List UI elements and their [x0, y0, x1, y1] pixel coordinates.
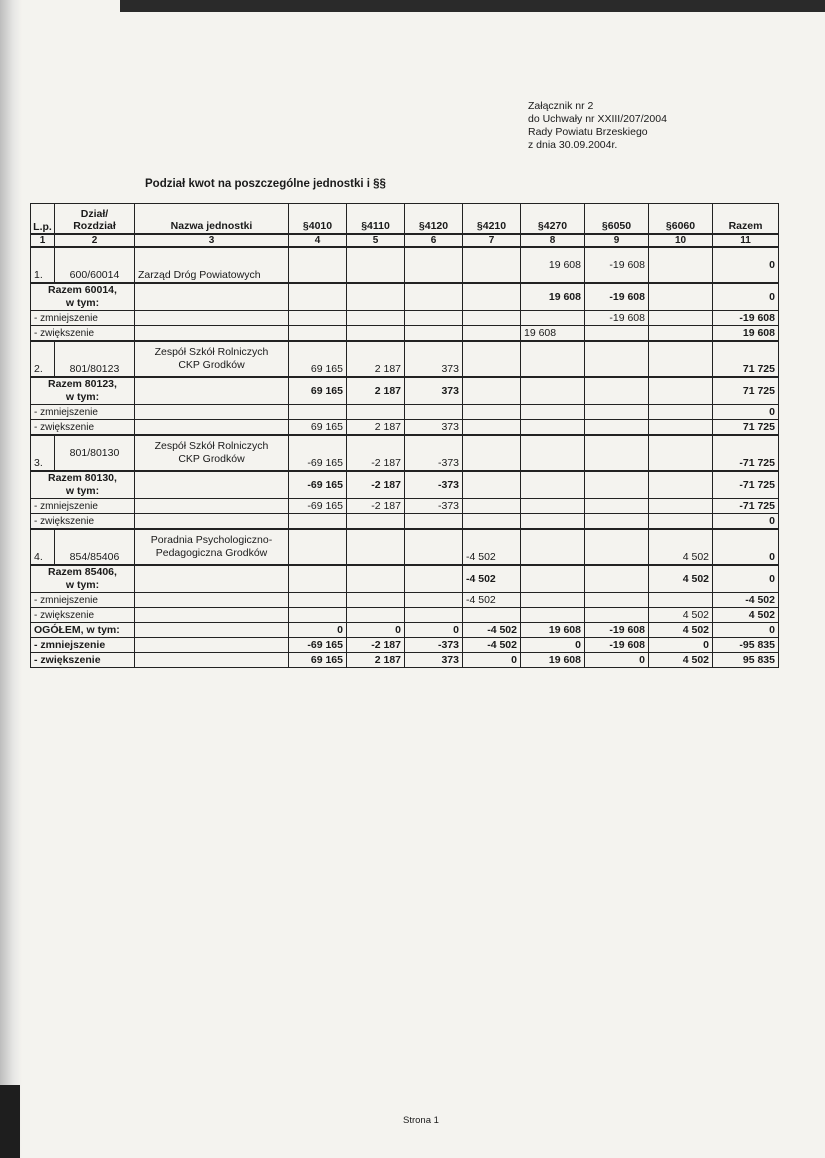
cell-p4270 [521, 565, 585, 593]
cell-p4010 [289, 608, 347, 623]
column-index: 4 [289, 234, 347, 247]
cell-p4110 [347, 608, 405, 623]
cell-p6060: 4 502 [649, 653, 713, 668]
cell-p4210 [463, 499, 521, 514]
cell-razem: 0 [713, 283, 779, 311]
header-p6050: §6050 [585, 204, 649, 235]
annex-line: do Uchwały nr XXIII/207/2004 [528, 113, 667, 125]
cell-p4210 [463, 608, 521, 623]
header-p4210: §4210 [463, 204, 521, 235]
cell-p6060 [649, 499, 713, 514]
cell-nazwa [135, 435, 289, 471]
cell-p4270: 19 608 [521, 247, 585, 283]
cell-p4210: -4 502 [463, 638, 521, 653]
cell-razem: 71 725 [713, 377, 779, 405]
cell-p4110 [347, 529, 405, 565]
cell-p4120 [405, 405, 463, 420]
cell-p4110: 2 187 [347, 653, 405, 668]
cell-p4010 [289, 311, 347, 326]
cell-nazwa [135, 514, 289, 530]
cell-label: - zwiększenie [31, 326, 135, 342]
cell-label [31, 283, 135, 311]
subtotal-label: Razem 85406, [48, 566, 117, 578]
cell-p4210 [463, 283, 521, 311]
allocation-table [30, 203, 779, 668]
cell-p4270 [521, 311, 585, 326]
subtotal-label: Razem 80130, [48, 472, 117, 484]
document-title: Podział kwot na poszczególne jednostki i §§ [145, 178, 386, 190]
cell-label: - zwiększenie [31, 653, 135, 668]
cell-p6060: 4 502 [649, 623, 713, 638]
table-row [31, 377, 779, 405]
scan-left-edge [0, 0, 22, 1158]
cell-label: - zwiększenie [31, 514, 135, 530]
cell-p6050: -19 608 [585, 283, 649, 311]
annex-line: Załącznik nr 2 [528, 100, 594, 112]
cell-p4270 [521, 435, 585, 471]
cell-p4010 [289, 565, 347, 593]
table-row [31, 608, 779, 623]
cell-p6060 [649, 471, 713, 499]
cell-lp: 1. [31, 247, 55, 283]
column-index: 11 [713, 234, 779, 247]
cell-p6050 [585, 499, 649, 514]
unit-name-line: Pedagogiczna Grodków [155, 547, 268, 559]
cell-p4110 [347, 311, 405, 326]
table-row [31, 529, 779, 565]
cell-p4010: 0 [289, 623, 347, 638]
cell-p4120 [405, 283, 463, 311]
table-row [31, 623, 779, 638]
column-index: 2 [55, 234, 135, 247]
unit-name-line: Poradnia Psychologiczno- [150, 534, 273, 546]
cell-p4120 [405, 608, 463, 623]
cell-p4110: 2 187 [347, 377, 405, 405]
header-p6060: §6060 [649, 204, 713, 235]
cell-razem: 0 [713, 247, 779, 283]
cell-p6060: 4 502 [649, 529, 713, 565]
header-lp: L.p. [31, 204, 55, 235]
cell-p4270 [521, 420, 585, 436]
cell-p4270: 19 608 [521, 623, 585, 638]
table-row [31, 514, 779, 530]
cell-p4010: 69 165 [289, 341, 347, 377]
cell-p6050 [585, 377, 649, 405]
column-index: 5 [347, 234, 405, 247]
cell-razem: 71 725 [713, 341, 779, 377]
cell-label: - zmniejszenie [31, 638, 135, 653]
header-p4120: §4120 [405, 204, 463, 235]
annex-header [528, 100, 667, 152]
cell-p4120: -373 [405, 471, 463, 499]
cell-p4210 [463, 311, 521, 326]
cell-p4210: -4 502 [463, 529, 521, 565]
cell-p6050: -19 608 [585, 311, 649, 326]
annex-line: Rady Powiatu Brzeskiego [528, 126, 648, 138]
cell-p6060 [649, 405, 713, 420]
cell-label: - zmniejszenie [31, 311, 135, 326]
table-row [31, 311, 779, 326]
cell-p4210: 0 [463, 653, 521, 668]
cell-p6050 [585, 435, 649, 471]
header-dzial-line: Dział/ [80, 208, 109, 220]
cell-p4210 [463, 377, 521, 405]
cell-p4010 [289, 593, 347, 608]
cell-p4270 [521, 471, 585, 499]
subtotal-label: w tym: [65, 391, 100, 403]
cell-p4210 [463, 514, 521, 530]
cell-p4120: 373 [405, 420, 463, 436]
cell-p4270 [521, 608, 585, 623]
cell-razem: -4 502 [713, 593, 779, 608]
cell-p6050 [585, 341, 649, 377]
cell-p4010: 69 165 [289, 377, 347, 405]
cell-p4120: 373 [405, 377, 463, 405]
page-footer: Strona 1 [403, 1115, 439, 1126]
header-p4110: §4110 [347, 204, 405, 235]
header-p4010: §4010 [289, 204, 347, 235]
cell-p4010 [289, 405, 347, 420]
cell-lp: 4. [31, 529, 55, 565]
cell-p4110: 2 187 [347, 341, 405, 377]
annex-line: z dnia 30.09.2004r. [528, 139, 618, 151]
cell-dzial: 600/60014 [55, 247, 135, 283]
cell-p6060 [649, 311, 713, 326]
subtotal-label: w tym: [65, 297, 100, 309]
cell-p4210 [463, 405, 521, 420]
cell-p4270 [521, 529, 585, 565]
cell-p6050: 0 [585, 653, 649, 668]
header-p4270: §4270 [521, 204, 585, 235]
cell-p4010: -69 165 [289, 499, 347, 514]
cell-razem: 4 502 [713, 608, 779, 623]
header-razem: Razem [713, 204, 779, 235]
cell-p4270 [521, 405, 585, 420]
cell-nazwa [135, 326, 289, 342]
cell-p4210 [463, 420, 521, 436]
table-row [31, 247, 779, 283]
cell-p4110 [347, 565, 405, 593]
cell-p4110 [347, 247, 405, 283]
cell-p4110: 2 187 [347, 420, 405, 436]
cell-p4110: -2 187 [347, 499, 405, 514]
cell-p4120: 373 [405, 653, 463, 668]
cell-razem: 0 [713, 529, 779, 565]
cell-nazwa: Zarząd Dróg Powiatowych [135, 247, 289, 283]
table-row [31, 653, 779, 668]
cell-p6050 [585, 326, 649, 342]
cell-p4120 [405, 514, 463, 530]
cell-p4010 [289, 514, 347, 530]
cell-p4010 [289, 283, 347, 311]
cell-nazwa [135, 593, 289, 608]
cell-p4120: -373 [405, 638, 463, 653]
cell-label: - zmniejszenie [31, 405, 135, 420]
cell-p4270 [521, 499, 585, 514]
cell-dzial: 801/80130 [55, 435, 135, 471]
cell-p4110: -2 187 [347, 638, 405, 653]
unit-name-line: Zespół Szkół Rolniczych [154, 346, 269, 358]
cell-p6050 [585, 471, 649, 499]
cell-razem: -71 725 [713, 471, 779, 499]
cell-p4010: -69 165 [289, 638, 347, 653]
cell-p4110 [347, 593, 405, 608]
cell-label: - zmniejszenie [31, 499, 135, 514]
cell-dzial: 801/80123 [55, 341, 135, 377]
cell-p4210 [463, 435, 521, 471]
cell-razem: -71 725 [713, 435, 779, 471]
cell-nazwa [135, 653, 289, 668]
table-row [31, 593, 779, 608]
cell-label [31, 565, 135, 593]
header-dzial [55, 204, 135, 235]
table-row [31, 283, 779, 311]
cell-p4110: -2 187 [347, 471, 405, 499]
cell-nazwa [135, 283, 289, 311]
cell-p4110 [347, 405, 405, 420]
cell-p4210 [463, 471, 521, 499]
column-index: 9 [585, 234, 649, 247]
cell-p4010: -69 165 [289, 435, 347, 471]
scan-top-shadow [120, 0, 825, 12]
cell-p4120: -373 [405, 435, 463, 471]
cell-nazwa [135, 420, 289, 436]
cell-p6050 [585, 565, 649, 593]
table-row [31, 341, 779, 377]
cell-razem: 0 [713, 565, 779, 593]
column-index: 7 [463, 234, 521, 247]
cell-p4120: 373 [405, 341, 463, 377]
cell-label: OGÓŁEM, w tym: [31, 623, 135, 638]
cell-p4110 [347, 326, 405, 342]
header-nazwa: Nazwa jednostki [135, 204, 289, 235]
cell-p4010: -69 165 [289, 471, 347, 499]
cell-label: - zwiększenie [31, 420, 135, 436]
cell-nazwa [135, 638, 289, 653]
column-index: 8 [521, 234, 585, 247]
cell-p6060 [649, 283, 713, 311]
cell-p4210: -4 502 [463, 623, 521, 638]
cell-razem: 19 608 [713, 326, 779, 342]
column-index-row [31, 234, 779, 247]
cell-lp: 2. [31, 341, 55, 377]
cell-nazwa [135, 529, 289, 565]
column-index: 1 [31, 234, 55, 247]
scan-corner-shadow [0, 1085, 20, 1158]
table-row [31, 435, 779, 471]
cell-p4120: 0 [405, 623, 463, 638]
cell-razem: 0 [713, 623, 779, 638]
cell-p4270: 19 608 [521, 283, 585, 311]
cell-razem: -95 835 [713, 638, 779, 653]
cell-p4010 [289, 529, 347, 565]
column-index: 6 [405, 234, 463, 247]
cell-p6060 [649, 435, 713, 471]
subtotal-label: Razem 80123, [48, 378, 117, 390]
cell-nazwa [135, 311, 289, 326]
cell-nazwa [135, 377, 289, 405]
table-row [31, 499, 779, 514]
unit-name-line: Zespół Szkół Rolniczych [154, 440, 269, 452]
table-row [31, 405, 779, 420]
cell-p6050 [585, 608, 649, 623]
cell-p4210: -4 502 [463, 565, 521, 593]
cell-label [31, 377, 135, 405]
cell-p4010 [289, 247, 347, 283]
cell-p6060: 0 [649, 638, 713, 653]
cell-p4210 [463, 247, 521, 283]
cell-p4270: 0 [521, 638, 585, 653]
cell-p6060 [649, 377, 713, 405]
cell-label: - zmniejszenie [31, 593, 135, 608]
cell-p6060: 4 502 [649, 565, 713, 593]
cell-p6060 [649, 420, 713, 436]
cell-p4120: -373 [405, 499, 463, 514]
cell-p4110 [347, 514, 405, 530]
cell-p6060 [649, 247, 713, 283]
cell-p4120 [405, 529, 463, 565]
cell-p4010: 69 165 [289, 420, 347, 436]
cell-label: - zwiększenie [31, 608, 135, 623]
cell-p4110: -2 187 [347, 435, 405, 471]
table-row [31, 565, 779, 593]
cell-p4210 [463, 326, 521, 342]
table-row [31, 420, 779, 436]
cell-p4210 [463, 341, 521, 377]
table-row [31, 471, 779, 499]
cell-p4270: 19 608 [521, 326, 585, 342]
unit-name-line: CKP Grodków [178, 359, 245, 371]
cell-p4010: 69 165 [289, 653, 347, 668]
cell-nazwa [135, 608, 289, 623]
header-dzial-line: Rozdział [73, 220, 116, 232]
table-row [31, 638, 779, 653]
cell-p6050 [585, 529, 649, 565]
cell-p4110 [347, 283, 405, 311]
cell-p4120 [405, 311, 463, 326]
cell-nazwa [135, 471, 289, 499]
subtotal-label: w tym: [65, 485, 100, 497]
cell-nazwa [135, 499, 289, 514]
cell-razem: 0 [713, 405, 779, 420]
cell-p6050 [585, 593, 649, 608]
cell-p4270: 19 608 [521, 653, 585, 668]
cell-p6060: 4 502 [649, 608, 713, 623]
cell-nazwa [135, 341, 289, 377]
subtotal-label: Razem 60014, [48, 284, 117, 296]
cell-nazwa [135, 565, 289, 593]
cell-p4110: 0 [347, 623, 405, 638]
cell-p6060 [649, 514, 713, 530]
cell-p6050 [585, 420, 649, 436]
cell-p4120 [405, 326, 463, 342]
cell-dzial: 854/85406 [55, 529, 135, 565]
cell-p6060 [649, 326, 713, 342]
cell-p4120 [405, 247, 463, 283]
cell-razem: 71 725 [713, 420, 779, 436]
cell-p4270 [521, 377, 585, 405]
cell-p4270 [521, 514, 585, 530]
column-index: 3 [135, 234, 289, 247]
unit-name-line: CKP Grodków [178, 453, 245, 465]
cell-p4270 [521, 593, 585, 608]
column-index: 10 [649, 234, 713, 247]
cell-p4120 [405, 565, 463, 593]
table-row [31, 326, 779, 342]
cell-razem: -71 725 [713, 499, 779, 514]
cell-p6050 [585, 514, 649, 530]
header-row [31, 204, 779, 235]
cell-p6060 [649, 341, 713, 377]
cell-p6050: -19 608 [585, 623, 649, 638]
subtotal-label: w tym: [65, 579, 100, 591]
cell-label [31, 471, 135, 499]
cell-p4010 [289, 326, 347, 342]
cell-razem: 95 835 [713, 653, 779, 668]
cell-p6060 [649, 593, 713, 608]
cell-razem: -19 608 [713, 311, 779, 326]
cell-p4270 [521, 341, 585, 377]
cell-nazwa [135, 405, 289, 420]
cell-razem: 0 [713, 514, 779, 530]
cell-p6050: -19 608 [585, 638, 649, 653]
cell-nazwa [135, 623, 289, 638]
cell-p4120 [405, 593, 463, 608]
cell-p6050: -19 608 [585, 247, 649, 283]
cell-p4210: -4 502 [463, 593, 521, 608]
cell-p6050 [585, 405, 649, 420]
cell-lp: 3. [31, 435, 55, 471]
